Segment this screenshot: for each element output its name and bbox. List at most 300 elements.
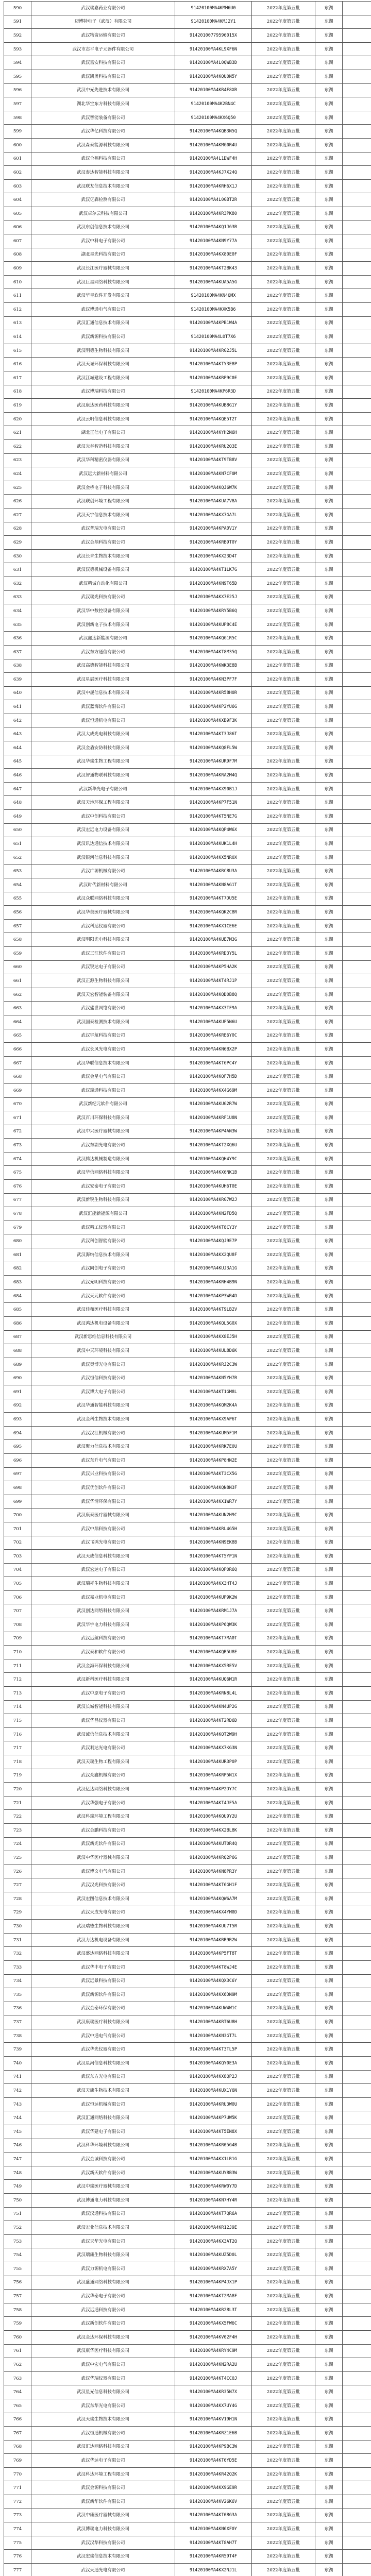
row-number-cell: 729 [4,1906,31,1920]
row-number-cell: 652 [4,851,31,865]
batch-cell: 2022年度第五批 [252,1550,315,1564]
note-cell [343,1015,371,1029]
table-row [4,2385,371,2399]
region-cell: 东湖 [315,2166,343,2180]
table-row [4,2495,371,2509]
company-name-cell: 武汉银河信息科技有限公司 [31,851,175,865]
batch-cell: 2022年度第五批 [252,234,315,248]
credit-code-cell: 91420100MA4KUJ3A1G [175,1262,252,1276]
row-number-cell: 775 [4,2536,31,2550]
table-row [4,1002,371,1015]
credit-code-cell: 91420100MA4KQB3N5Q [175,125,252,139]
region-cell: 东湖 [315,1248,343,1262]
batch-cell: 2022年度第五批 [252,1906,315,1920]
company-name-cell: 武汉三江软件有限公司 [31,946,175,960]
table-row [4,2234,371,2248]
row-number-cell: 754 [4,2248,31,2262]
note-cell [343,1577,371,1591]
credit-code-cell: 91420100MA4KP7UW5K [175,2111,252,2125]
company-name-cell: 武汉腾达机械制造有限公司 [31,1152,175,1166]
credit-code-cell: 91420100MA4KN2FD5Q [175,1207,252,1221]
region-cell: 东湖 [315,152,343,166]
batch-cell: 2022年度第五批 [252,330,315,344]
note-cell [343,1590,371,1604]
company-name-cell: 武汉华昌仪器有限公司 [31,1714,175,1728]
company-name-cell: 武汉盛通网络科技有限公司 [31,2276,175,2290]
batch-cell: 2022年度第五批 [252,1180,315,1194]
region-cell: 东湖 [315,1755,343,1769]
row-number-cell: 762 [4,2358,31,2372]
row-number-cell: 705 [4,1577,31,1591]
region-cell: 东湖 [315,2125,343,2139]
batch-cell: 2022年度第五批 [252,714,315,727]
note-cell [343,1851,371,1865]
row-number-cell: 685 [4,1303,31,1317]
table-row [4,2097,371,2111]
batch-cell: 2022年度第五批 [252,1714,315,1728]
company-name-cell: 武汉精工仪器有限公司 [31,1221,175,1234]
row-number-cell: 612 [4,303,31,317]
note-cell [343,29,371,43]
batch-cell: 2022年度第五批 [252,1015,315,1029]
note-cell [343,15,371,29]
batch-cell: 2022年度第五批 [252,2002,315,2015]
note-cell [343,1700,371,1714]
company-name-cell: 武汉明阳光电科技有限公司 [31,933,175,947]
row-number-cell: 726 [4,1865,31,1878]
region-cell: 东湖 [315,933,343,947]
row-number-cell: 664 [4,1015,31,1029]
batch-cell: 2022年度第五批 [252,426,315,440]
batch-cell: 2022年度第五批 [252,2290,315,2303]
row-number-cell: 677 [4,1193,31,1207]
row-number-cell: 760 [4,2330,31,2344]
credit-code-cell: 91420100MA4KUB8G1Y [175,399,252,413]
region-cell: 东湖 [315,714,343,727]
region-cell: 东湖 [315,1810,343,1824]
credit-code-cell: 91420100MA4KX3HT4J [175,1577,252,1591]
note-cell [343,1920,371,1934]
credit-code-cell: 91420100MA4KR3PK80 [175,207,252,221]
row-number-cell: 684 [4,1289,31,1303]
batch-cell: 2022年度第五批 [252,2413,315,2427]
note-cell [343,2084,371,2098]
note-cell [343,2385,371,2399]
region-cell: 东湖 [315,1207,343,1221]
batch-cell: 2022年度第五批 [252,1851,315,1865]
credit-code-cell: 91420100MA4KT5EN8X [175,2125,252,2139]
credit-code-cell: 91420100MA4KXK5B6 [175,303,252,317]
row-number-cell: 716 [4,1727,31,1741]
credit-code-cell: 91420100MA4KX8EJ5H [175,1330,252,1344]
note-cell [343,1673,371,1687]
credit-code-cell: 91420100MA4KX8QP2J [175,2070,252,2084]
credit-code-cell: 91420100MA4KR42Q2K [175,2467,252,2481]
note-cell [343,1180,371,1194]
batch-cell: 2022年度第五批 [252,2166,315,2180]
credit-code-cell: 91420100MA4KN6XF0Y [175,2522,252,2536]
row-number-cell: 676 [4,1180,31,1194]
company-name-cell: 武汉中兴医疗器械有限公司 [31,1125,175,1139]
region-cell: 东湖 [315,508,343,522]
batch-cell: 2022年度第五批 [252,741,315,755]
note-cell [343,2029,371,2043]
batch-cell: 2022年度第五批 [252,946,315,960]
note-cell [343,234,371,248]
table-row [4,330,371,344]
note-cell [343,741,371,755]
company-name-cell: 武汉瑞嘉药业有限公司 [31,2,175,15]
region-cell: 东湖 [315,960,343,974]
note-cell [343,1152,371,1166]
table-row [4,1755,371,1769]
row-number-cell: 653 [4,865,31,878]
note-cell [343,604,371,618]
batch-cell: 2022年度第五批 [252,2180,315,2194]
table-row [4,755,371,769]
note-cell [343,193,371,207]
row-number-cell: 768 [4,2440,31,2454]
credit-code-cell: 91420100MA4KUE7M3G [175,933,252,947]
batch-cell: 2022年度第五批 [252,1083,315,1097]
batch-cell: 2022年度第五批 [252,1495,315,1509]
batch-cell: 2022年度第五批 [252,1344,315,1358]
company-name-cell: 武汉中瑞医疗器械有限公司 [31,2180,175,2194]
company-name-cell: 武汉中天环境科技有限公司 [31,1344,175,1358]
table-row [4,2166,371,2180]
company-name-cell: 武汉智通物联科技有限公司 [31,769,175,783]
region-cell: 东湖 [315,1371,343,1385]
region-cell: 东湖 [315,385,343,399]
row-number-cell: 621 [4,426,31,440]
region-cell: 东湖 [315,1632,343,1646]
region-cell: 东湖 [315,1727,343,1741]
batch-cell: 2022年度第五批 [252,1221,315,1234]
credit-code-cell: 91420100MA4KN6BX2P [175,1043,252,1057]
company-name-cell: 武汉锐达电子有限公司 [31,960,175,974]
note-cell [343,988,371,1002]
row-number-cell: 599 [4,125,31,139]
company-name-cell: 武汉华瑞生物工程有限公司 [31,755,175,769]
company-name-cell: 武汉宏远电力设备有限公司 [31,823,175,837]
enterprise-table-body [4,2,371,2576]
table-row [4,632,371,646]
table-row [4,111,371,125]
company-name-cell: 武汉恒信科技有限公司 [31,1371,175,1385]
credit-code-cell: 91420100MA4KRC8U3A [175,865,252,878]
batch-cell: 2022年度第五批 [252,2111,315,2125]
region-cell: 东湖 [315,782,343,796]
credit-code-cell: 91420100MA4KX7E25J [175,590,252,604]
note-cell [343,2413,371,2427]
note-cell [343,1097,371,1111]
table-row [4,906,371,920]
note-cell [343,1550,371,1564]
region-cell: 东湖 [315,810,343,824]
batch-cell: 2022年度第五批 [252,289,315,303]
company-name-cell: 武汉天通光电有限公司 [31,2564,175,2576]
region-cell: 东湖 [315,1070,343,1084]
row-number-cell: 609 [4,262,31,276]
note-cell [343,618,371,632]
note-cell [343,42,371,56]
company-name-cell: 武汉盛世网络有限公司 [31,1002,175,1015]
credit-code-cell: 91420100MA4KX2NJ1L [175,2564,252,2576]
row-number-cell: 727 [4,1878,31,1892]
table-row [4,2303,371,2317]
batch-cell: 2022年度第五批 [252,1467,315,1481]
table-row [4,2221,371,2235]
region-cell: 东湖 [315,399,343,413]
note-cell [343,138,371,152]
table-row [4,2509,371,2522]
company-name-cell: 武汉新锐生物科技有限公司 [31,1193,175,1207]
company-name-cell: 武汉优创软件有限公司 [31,1481,175,1495]
table-row [4,467,371,481]
credit-code-cell: 91420100MA4KX4YM0D [175,1906,252,1920]
row-number-cell: 720 [4,1783,31,1797]
note-cell [343,810,371,824]
credit-code-cell: 91420100MA4KT4CC0J [175,2371,252,2385]
batch-cell: 2022年度第五批 [252,2221,315,2235]
company-name-cell: 武汉新光软件有限公司 [31,1837,175,1851]
note-cell [343,2262,371,2276]
table-row [4,2180,371,2194]
row-number-cell: 671 [4,1111,31,1125]
note-cell [343,1769,371,1783]
company-name-cell: 武汉新纪元软件有限公司 [31,1097,175,1111]
batch-cell: 2022年度第五批 [252,2262,315,2276]
batch-cell: 2022年度第五批 [252,440,315,454]
batch-cell: 2022年度第五批 [252,851,315,865]
company-name-cell: 武汉长风光电有限公司 [31,1043,175,1057]
region-cell: 东湖 [315,1453,343,1467]
company-name-cell: 武汉华达电子有限公司 [31,2454,175,2468]
batch-cell: 2022年度第五批 [252,1043,315,1057]
region-cell: 东湖 [315,467,343,481]
credit-code-cell: 91420100MA4KRM1J7A [175,1604,252,1618]
credit-code-cell: 91420100MA4KUG2R7W [175,1097,252,1111]
note-cell [343,1371,371,1385]
region-cell: 东湖 [315,1892,343,1906]
region-cell: 东湖 [315,2070,343,2084]
credit-code-cell: 91420100MA4KRP9C0E [175,371,252,385]
batch-cell: 2022年度第五批 [252,1727,315,1741]
table-row [4,549,371,563]
table-row [4,385,371,399]
batch-cell: 2022年度第五批 [252,1193,315,1207]
note-cell [343,1056,371,1070]
credit-code-cell: 91420100MA4KR59T4F [175,2550,252,2564]
table-row [4,2564,371,2576]
batch-cell: 2022年度第五批 [252,453,315,467]
region-cell: 东湖 [315,1947,343,1961]
row-number-cell: 704 [4,1563,31,1577]
region-cell: 东湖 [315,1303,343,1317]
region-cell: 东湖 [315,2330,343,2344]
table-row [4,1823,371,1837]
batch-cell: 2022年度第五批 [252,796,315,810]
row-number-cell: 628 [4,522,31,536]
credit-code-cell: 91420100MA4KUH6T0E [175,1180,252,1194]
table-row [4,1865,371,1878]
row-number-cell: 724 [4,1837,31,1851]
row-number-cell: 658 [4,933,31,947]
row-number-cell: 739 [4,2043,31,2057]
row-number-cell: 620 [4,412,31,426]
table-row [4,1714,371,1728]
batch-cell: 2022年度第五批 [252,700,315,714]
table-row [4,1769,371,1783]
company-name-cell: 武汉富安科技有限公司 [31,56,175,70]
batch-cell: 2022年度第五批 [252,1097,315,1111]
table-row [4,29,371,43]
credit-code-cell: 91420100MA4KX90B1J [175,782,252,796]
note-cell [343,1974,371,1988]
batch-cell: 2022年度第五批 [252,645,315,659]
company-name-cell: 武汉安泰电子有限公司 [31,1180,175,1194]
row-number-cell: 675 [4,1166,31,1180]
note-cell [343,1906,371,1920]
row-number-cell: 613 [4,316,31,330]
credit-code-cell: 91420100MA4KRQ2P6G [175,1851,252,1865]
batch-cell: 2022年度第五批 [252,2536,315,2550]
table-row [4,83,371,97]
company-name-cell: 武汉大成光电科技有限公司 [31,727,175,741]
company-name-cell: 武汉华泰电子有限公司 [31,2290,175,2303]
table-row [4,1358,371,1371]
note-cell [343,919,371,933]
table-row [4,1413,371,1427]
note-cell [343,179,371,193]
note-cell [343,1933,371,1947]
region-cell: 东湖 [315,769,343,783]
batch-cell: 2022年度第五批 [252,2550,315,2564]
company-name-cell: 武汉金源科技有限公司 [31,2481,175,2495]
region-cell: 东湖 [315,1988,343,2002]
company-name-cell: 武汉卓尔云科技有限公司 [31,207,175,221]
note-cell [343,275,371,289]
batch-cell: 2022年度第五批 [252,1741,315,1755]
row-number-cell: 625 [4,481,31,495]
note-cell [343,1166,371,1180]
row-number-cell: 678 [4,1207,31,1221]
company-name-cell: 武汉奥博光电有限公司 [31,1358,175,1371]
region-cell: 东湖 [315,1714,343,1728]
row-number-cell: 691 [4,1385,31,1399]
row-number-cell: 603 [4,179,31,193]
credit-code-cell: 91420100MA4KN7HY4R [175,2194,252,2208]
credit-code-cell: 91420100MA4KUL8D6K [175,1344,252,1358]
batch-cell: 2022年度第五批 [252,988,315,1002]
company-name-cell: 武汉中晟信息技术有限公司 [31,686,175,700]
region-cell: 东湖 [315,1139,343,1153]
region-cell: 东湖 [315,2153,343,2166]
table-row [4,1522,371,1536]
region-cell: 东湖 [315,1865,343,1878]
region-cell: 东湖 [315,1385,343,1399]
batch-cell: 2022年度第五批 [252,1440,315,1454]
credit-code-cell: 91420100MA4KP7F51N [175,796,252,810]
table-row [4,700,371,714]
batch-cell: 2022年度第五批 [252,1317,315,1331]
note-cell [343,1714,371,1728]
row-number-cell: 659 [4,946,31,960]
note-cell [343,837,371,851]
note-cell [343,56,371,70]
table-row [4,1673,371,1687]
batch-cell: 2022年度第五批 [252,549,315,563]
region-cell: 东湖 [315,1851,343,1865]
credit-code-cell: 91420100MA4KN9T65D [175,577,252,590]
note-cell [343,865,371,878]
credit-code-cell: 91420100MA4KX6Q50 [175,111,252,125]
company-name-cell: 武汉瑞光科技有限公司 [31,590,175,604]
batch-cell: 2022年度第五批 [252,70,315,83]
batch-cell: 2022年度第五批 [252,1783,315,1797]
company-name-cell: 武汉华星软件开发有限公司 [31,289,175,303]
region-cell: 东湖 [315,1180,343,1194]
credit-code-cell: 91420100MA4KT6GH1F [175,1878,252,1892]
credit-code-cell: 91420100MA4KN4UP2G [175,1700,252,1714]
company-name-cell: 武汉金科生物技术有限公司 [31,1413,175,1427]
batch-cell: 2022年度第五批 [252,960,315,974]
region-cell: 东湖 [315,2467,343,2481]
table-row [4,262,371,276]
note-cell [343,385,371,399]
company-name-cell: 武汉华美医疗器械有限公司 [31,906,175,920]
company-name-cell: 武汉新华光电子有限公司 [31,782,175,796]
region-cell: 东湖 [315,919,343,933]
table-row [4,1687,371,1701]
region-cell: 东湖 [315,481,343,495]
row-number-cell: 763 [4,2371,31,2385]
row-number-cell: 626 [4,495,31,509]
region-cell: 东湖 [315,1590,343,1604]
table-row [4,686,371,700]
company-name-cell: 武汉创达网络科技有限公司 [31,1604,175,1618]
note-cell [343,426,371,440]
row-number-cell: 688 [4,1344,31,1358]
credit-code-cell: 91420100MA4KUP9K2W [175,1590,252,1604]
region-cell: 东湖 [315,549,343,563]
table-row [4,275,371,289]
credit-code-cell: 91420100MA4KN5YH7R [175,1371,252,1385]
company-name-cell: 武汉金星电气有限公司 [31,1070,175,1084]
table-row [4,946,371,960]
row-number-cell: 735 [4,1988,31,2002]
region-cell: 东湖 [315,1974,343,1988]
row-number-cell: 777 [4,2564,31,2576]
credit-code-cell: 91420100MA4KRL4G5H [175,1522,252,1536]
company-name-cell: 武汉新思维信息科技有限公司 [31,1330,175,1344]
region-cell: 东湖 [315,1083,343,1097]
company-name-cell: 武汉新源软件有限公司 [31,1988,175,2002]
table-row [4,2440,371,2454]
company-name-cell: 武汉宏瑞信息技术有限公司 [31,2550,175,2564]
company-name-cell: 武汉博通电力科技有限公司 [31,2194,175,2208]
credit-code-cell: 91420100MA4KUM5F1M [175,1426,252,1440]
note-cell [343,2399,371,2413]
credit-code-cell: 91420100MA4KN8PR3Y [175,1865,252,1878]
note-cell [343,1289,371,1303]
row-number-cell: 666 [4,1043,31,1057]
note-cell [343,2495,371,2509]
company-name-cell: 武汉东方通信有限公司 [31,645,175,659]
credit-code-cell: 91420100MA4KUK1L4H [175,837,252,851]
region-cell: 东湖 [315,2317,343,2331]
row-number-cell: 617 [4,371,31,385]
